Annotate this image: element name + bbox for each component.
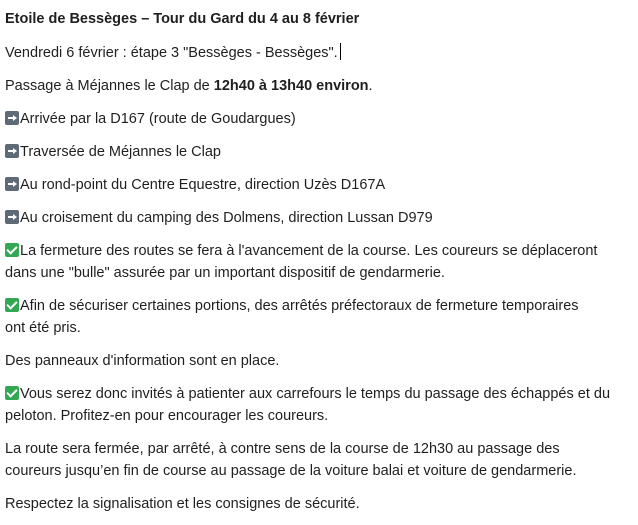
passage-paragraph (5, 75, 626, 97)
stage-text: Vendredi 6 février : étape 3 "Bessèges - Bessèges". (5, 45, 338, 61)
closure-line-1: La fermeture des routes se fera à l'avancement de la course. Les coureurs se déplaceront (20, 243, 598, 259)
closure-line-2: dans une "bulle" assurée par un important dispositif de gendarmerie. (5, 265, 445, 281)
arrow-right-icon (5, 111, 19, 125)
waiting-line-2: peloton. Profitez-en pour encourager les coureurs. (5, 408, 329, 424)
waiting-line-1: Vous serez donc invités à patienter aux carrefours le temps du passage des échappés et du (20, 386, 611, 402)
prefecture-line-2: ont été pris. (5, 320, 81, 336)
route-item-text: Au rond-point du Centre Equestre, direction Uzès D167A (20, 177, 386, 193)
check-mark-icon (5, 386, 19, 400)
route-item-text: Au croisement du camping des Dolmens, direction Lussan D979 (20, 210, 433, 226)
arrow-right-icon (5, 177, 19, 191)
route-closed-line-1: La route sera fermée, par arrêté, à contre sens de la course de 12h30 au passage des (5, 441, 560, 457)
route-closed-line-2: coureurs jusqu’en fin de course au passage de la voiture balai et voiture de gendarmerie. (5, 463, 577, 479)
check-mark-icon (5, 243, 19, 257)
panneaux-paragraph: Des panneaux d'information sont en place. (5, 353, 280, 369)
route-closed-paragraph (5, 438, 626, 482)
prefecture-paragraph (5, 295, 626, 339)
arrow-right-icon (5, 144, 19, 158)
text-cursor (340, 43, 341, 60)
passage-prefix: Passage à Méjannes le Clap de (5, 78, 214, 94)
waiting-paragraph (5, 383, 626, 427)
passage-suffix: . (368, 78, 373, 94)
check-mark-icon (5, 298, 19, 312)
passage-time: 12h40 à 13h40 environ (213, 78, 369, 94)
route-item (5, 207, 626, 229)
document-title: Etoile de Bessèges – Tour du Gard du 4 au 8 février (5, 11, 360, 27)
route-item (5, 174, 626, 196)
prefecture-line-1: Afin de sécuriser certaines portions, des arrêtés préfectoraux de fermeture temporaires (20, 298, 579, 314)
arrow-right-icon (5, 210, 19, 224)
respect-paragraph: Respectez la signalisation et les consignes de sécurité. (5, 496, 360, 512)
road-closure-paragraph (5, 240, 626, 284)
route-item (5, 108, 626, 130)
route-item-text: Traversée de Méjannes le Clap (20, 144, 221, 160)
route-item (5, 141, 626, 163)
stage-paragraph[interactable] (5, 42, 626, 64)
route-item-text: Arrivée par la D167 (route de Goudargues) (20, 111, 296, 127)
